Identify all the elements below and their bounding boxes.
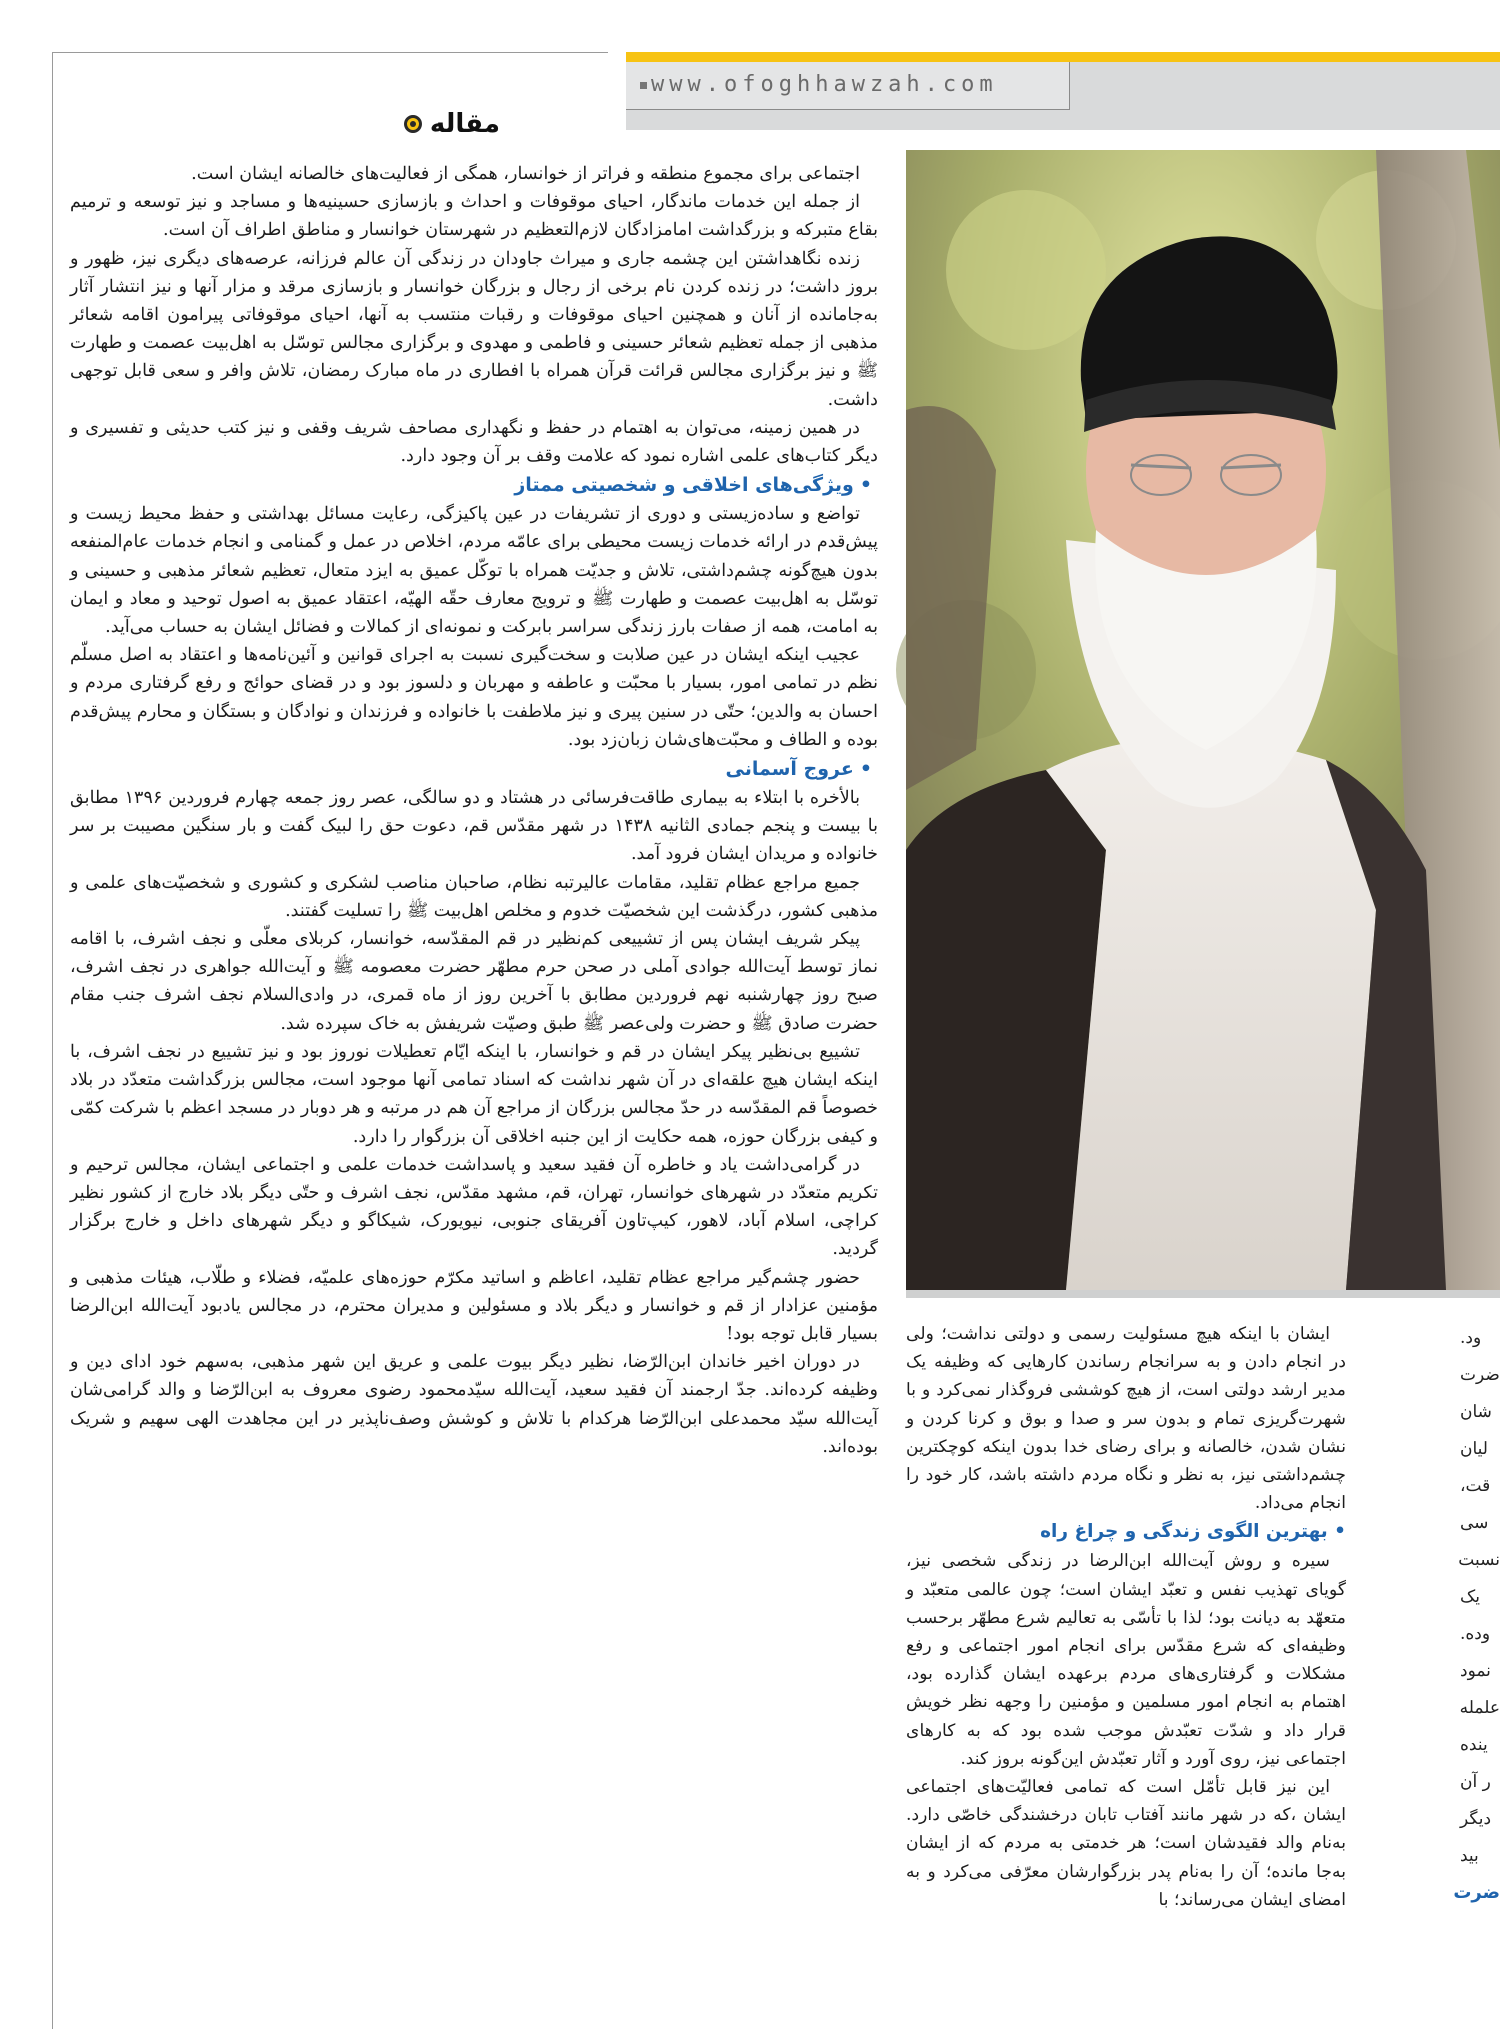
article-main-column: [70, 160, 878, 1461]
subheading-ethics: [70, 470, 878, 500]
text-fragment: قت،: [1460, 1476, 1491, 1496]
website-url[interactable]: www.ofoghhawzah.com: [651, 72, 998, 97]
page-frame-left: [52, 52, 60, 2029]
subheading-text: عروج آسمانی: [725, 758, 854, 781]
text-fragment: ضرت: [1460, 1365, 1500, 1385]
paragraph: سیره و روش آیت‌الله ابن‌الرضا در زندگی شخصی نیز، گویای تهذیب نفس و تعبّد ایشان است؛ چون عالمی متعبّد و متعهّد به دیانت بود؛ لذا با تأسّی به تعالیم شرع مطهّر برحسب وظیفه‌ای که شرع مقدّس برای انجام امور اجتماعی و رفع مشکلات و گرفتاری‌های مردم برعهده ایشان گذارده بود، اهتمام به انجام امور مسلمین و مؤمنین را وجهه نظر خویش قرار داد و شدّت تعبّدش موجب شده بود که به کارهای اجتماعی نیز، روی آورد و آثار تعبّدش این‌گونه بروز کند.: [906, 1551, 1346, 1769]
bullet-target-icon: [404, 115, 422, 133]
paragraph: تشییع بی‌نظیر پیکر ایشان در قم و خوانسار، با اینکه ایّام تعطیلات نوروز بود و نیز تشییع در نجف اشرف، با اینکه ایشان هیچ علقه‌ای در آن شهر نداشت که اسناد تمامی آنها موجود است، مجالس بزرگداشت متعدّد در بلاد خصوصاً قم المقدّسه در حدّ مجالس بزرگان از مراجع آن هم در مرتبه و هر دوبار در مسجد اعظم با شرکت کمّی و کیفی بزرگان حوزه، همه حکایت از این جنبه اخلاقی آن بزرگوار را دارد.: [70, 1041, 878, 1147]
paragraph: جمیع مراجع عظام تقلید، مقامات عالیرتبه نظام، صاحبان مناصب لشکری و کشوری و شخصیّت‌های علمی و مذهبی کشور، درگذشت این شخصیّت خدوم و مخلص اهل‌بیت ﷺ را تسلیت گفتند.: [70, 872, 878, 921]
paragraph: در دوران اخیر خاندان ابن‌الرّضا، نظیر دیگر بیوت علمی و عریق این شهر مذهبی، به‌سهم خود ادای دین و وظیفه کرده‌اند. جدّ ارجمند آن فقید سعید، آیت‌الله سیّدمحمود رضوی معروف به ابن‌الرّضا و والد گرامی‌شان آیت‌الله سیّد محمدعلی ابن‌الرّضا هرکدام با تلاش و کوشش وصف‌ناپذیر در این مجاهدت الهی سهیم و شریک بوده‌اند.: [70, 1352, 878, 1457]
website-url-box[interactable]: [626, 62, 1070, 110]
subheading-text: بهترین الگوی زندگی و چراغ راه: [1040, 1521, 1328, 1543]
bullet-icon: •: [859, 758, 872, 781]
subheading-fragment: ضرت: [1453, 1882, 1500, 1903]
paragraph: پیکر شریف ایشان پس از تشییعی کم‌نظیر در قم المقدّسه، خوانسار، کربلای معلّی و نجف اشرف، با اقامه نماز توسط آیت‌الله جوادی آملی در صحن حرم مطهّر حضرت معصومه ﷺ و آیت‌الله جواهری در نجف اشرف، صبح روز چهارشنبه نهم فروردین مطابق با آخرین روز از ماه قمری، در وادی‌السلام نجف اشرف جنب مقام حضرت صادق ﷺ و حضرت ولی‌عصر ﷺ طبق وصیّت شریفش به خاک سپرده شد.: [70, 929, 878, 1034]
text-fragment: نسبت: [1458, 1550, 1500, 1570]
bullet-icon: •: [1327, 1521, 1346, 1543]
text-fragment: سی: [1460, 1513, 1489, 1533]
paragraph: حضور چشم‌گیر مراجع عظام تقلید، اعاظم و اساتید مکرّم حوزه‌های علمیّه، فضلاء و طلّاب، هیئات مذهبی و مؤمنین عزادار از قم و خوانسار و دیگر بلاد و مسئولین و مدیران محترم، در مجالس یادبود آیت‌الله ابن‌الرضا بسیار قابل توجه بود!: [70, 1267, 878, 1344]
paragraph: بالأخره با ابتلاء به بیماری طاقت‌فرسائی در هشتاد و دو سالگی، عصر روز جمعه چهارم فروردین ۱۳۹۶ مطابق با بیست و پنجم جمادی الثانیه ۱۴۳۸ در شهر مقدّس قم، دعوت حق را لبیک گفت و بار سنگین مصیبت بر سر خانواده و مریدان ایشان فرود آمد.: [70, 788, 878, 865]
text-fragment: بید: [1460, 1846, 1479, 1866]
paragraph: در همین زمینه، می‌توان به اهتمام در حفظ و نگهداری مصاحف شریف وقفی و نیز کتب حدیثی و تفسیری و دیگر کتاب‌های علمی اشاره نمود که علامت وقف بر آن وجود دارد.: [70, 417, 878, 467]
text-fragment: شان: [1460, 1402, 1492, 1422]
text-fragment: وده.: [1460, 1624, 1491, 1644]
text-fragment: ر آن: [1460, 1772, 1491, 1792]
paragraph: این نیز قابل تأمّل است که تمامی فعالیّت‌های اجتماعی ایشان ،که در شهر مانند آفتاب تابان درخشندگی خاصّی دارد. به‌نام والد فقیدشان است؛ هر خدمتی به مردم که از ایشان به‌جا مانده؛ آن را به‌نام پدر بزرگوارشان معرّفی می‌کرد و به امضای ایشان می‌رساند؛ با: [906, 1777, 1346, 1910]
text-fragment: لیان: [1460, 1439, 1488, 1459]
portrait-illustration: [906, 150, 1500, 1290]
text-fragment: نمود: [1460, 1661, 1491, 1681]
text-fragment: یک: [1460, 1587, 1480, 1607]
text-fragment: علمله: [1459, 1698, 1500, 1718]
photo-bottom-strip: [906, 1290, 1500, 1298]
square-icon: [640, 82, 647, 89]
subheading-ascension: [70, 754, 878, 784]
paragraph: تواضع و ساده‌زیستی و دوری از تشریفات در عین پاکیزگی، رعایت مسائل بهداشتی و حفظ محیط زیست و پیش‌قدم در ارائه خدمات زیست محیطی برای عامّه مردم، اخلاص در عمل و گمنامی و انجام خدمات عام‌المنفعه بدون هیچ‌گونه چشم‌داشتی، تلاش و جدیّت همراه با توکّل عمیق به ایزد متعال، تعظیم شعائر مذهبی و حسینی و توسّل به اهل‌بیت عصمت و طهارت ﷺ و ترویج معارف حقّه الهیّه، اعتقاد عمیق به اصول توحید و معاد و ایمان به امامت، همه از صفات بارز زندگی سراسر بابرکت و نمونه‌ای از کمالات و فضائل ایشان به حساب می‌آید.: [70, 504, 878, 638]
page-frame-top: [52, 52, 608, 60]
portrait-photo: [906, 150, 1500, 1290]
paragraph: در گرامی‌داشت یاد و خاطره آن فقید سعید و پاسداشت خدمات علمی و اجتماعی ایشان، مجالس ترحیم و تکریم متعدّد در شهرهای خوانسار، تهران، قم، مشهد مقدّس، نجف اشرف و حتّی دیگر بلاد خارج از کشور نظیر کراچی، اسلام آباد، لاهور، کیپ‌تاون آفریقای جنوبی، نیویورک، شیکاگو و دیگر شهرهای داخل و خارج برگزار گردید.: [70, 1154, 878, 1260]
article-third-column-clipped: [1453, 1320, 1500, 2029]
text-fragment: ینده: [1460, 1735, 1488, 1755]
bullet-icon: •: [859, 474, 872, 497]
text-fragment: دیگر: [1460, 1809, 1492, 1829]
paragraph: عجیب اینکه ایشان در عین صلابت و سخت‌گیری نسبت به اجرای قوانین و آئین‌نامه‌ها و اعتقاد به اصل مسلّم نظم در تمامی امور، بسیار با محبّت و عاطفه و مهربان و دلسوز بود و در قضای حوائج و رفع گرفتاری مردم و احسان به والدین؛ حتّی در سنین پیری و نیز ملاطفت با خانواده و فرزندان و نوادگان و بستگان و محارم پیش‌قدم بوده و الطاف و محبّت‌های‌شان زبان‌زد بود.: [70, 645, 878, 750]
paragraph: اجتماعی برای مجموع منطقه و فراتر از خوانسار، همگی از فعالیت‌های خالصانه ایشان است.: [191, 164, 860, 184]
paragraph: ایشان با اینکه هیچ مسئولیت رسمی و دولتی نداشت؛ ولی در انجام دادن و به سرانجام رساندن کارهایی که وظیفه یک مدیر ارشد دولتی است، از هیچ کوششی فروگذار نمی‌کرد و با شهرت‌گریزی تمام و بدون سر و صدا و بوق و کرنا کردن و نشان شدن، خالصانه و برای رضای خدا بدون اینکه کوچکترین چشم‌داشتی نیز، به نظر و نگاه مردم داشته باشد، کار خود را انجام می‌داد.: [906, 1324, 1346, 1514]
text-fragment: ود.: [1460, 1328, 1482, 1348]
paragraph: زنده نگاهداشتن این چشمه جاری و میراث جاودان در زندگی آن عالم فرزانه، عرصه‌های دیگری نیز، ظهور و بروز داشت؛ در زنده کردن نام برخی از رجال و بزرگان خوانسار و بازسازی مرقد و مزار آنها و نیز انتشار آثار به‌جامانده از آنان و همچنین احیای موقوفات و رقبات منتسب به آنها، احیای موقوفاتی پیرامون اقامه شعائر مذهبی از جمله تعظیم شعائر حسینی و فاطمی و مهدوی و برگزاری مجالس توسّل به اهل‌بیت عصمت و طهارت ﷺ و نیز برگزاری مجالس قرائت قرآن همراه با افطاری در ماه مبارک رمضان، تلاش وافر و سعی قابل توجهی داشت.: [70, 248, 878, 410]
subheading-role-model: [906, 1517, 1346, 1547]
section-label: مقاله: [429, 109, 500, 139]
paragraph: از جمله این خدمات ماندگار، احیای موقوفات و احداث و بازسازی حسینیه‌ها و مساجد و نیز توسعه و ترمیم بقاع متبرکه و بزرگداشت امامزادگان لازم‌التعظیم در شهرستان خوانسار و مناطق اطراف آن است.: [70, 192, 878, 241]
article-second-column: [906, 1320, 1346, 1914]
section-title: [360, 104, 500, 144]
subheading-text: ویژگی‌های اخلاقی و شخصیتی ممتاز: [514, 474, 854, 497]
